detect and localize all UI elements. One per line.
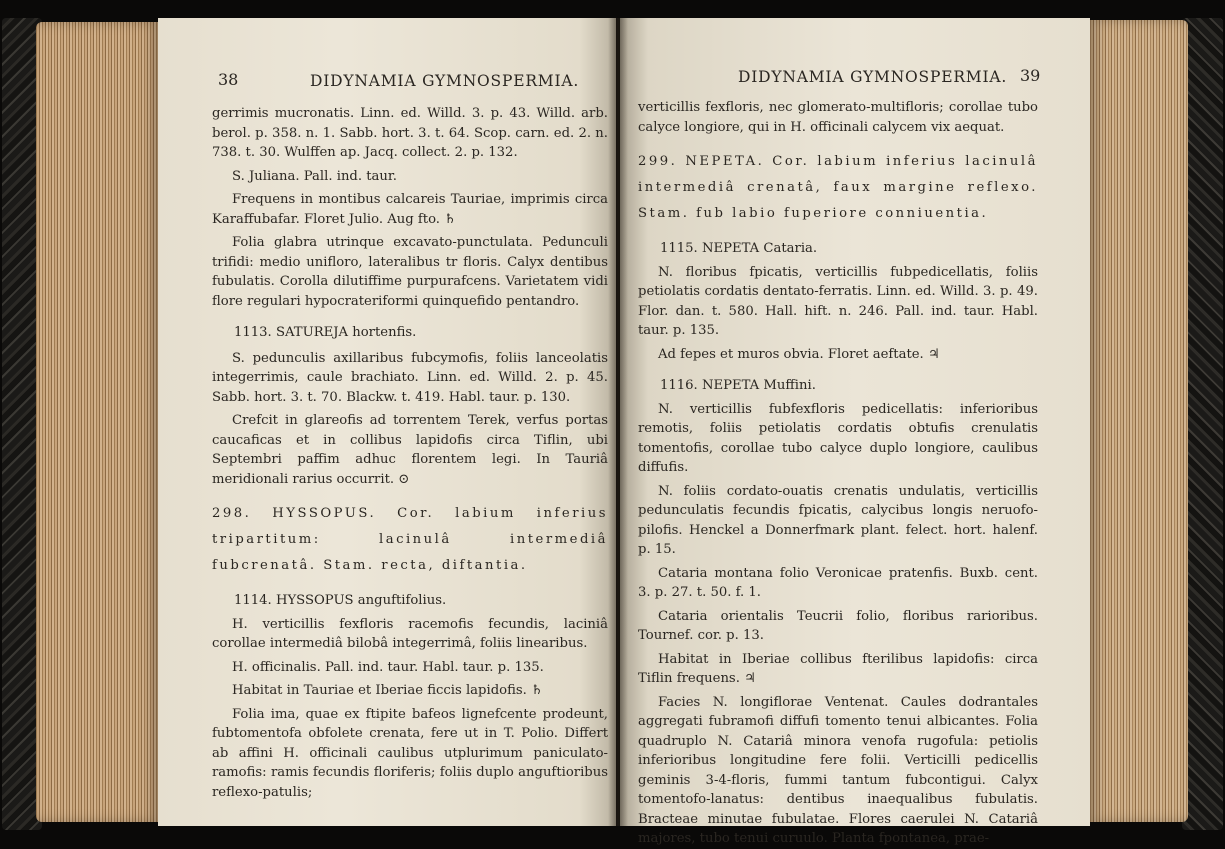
paragraph: H. officinalis. Pall. ind. taur. Habl. taur. p. 135.	[232, 659, 544, 675]
species-heading: 1115. NEPETA Cataria.	[660, 241, 818, 256]
paragraph: gerrimis mucronatis. Linn. ed. Willd. 3. p. 43. Willd. arb. berol. p. 358. n. 1. Sabb. hort. 3. t. 64. Scop. carn. ed. 2. n. 738. t. 30. Wulffen ap. Jacq. collect. 2. p. 132.	[212, 106, 608, 160]
right-marbled-cover	[1182, 18, 1223, 830]
right-page-block-edge	[1088, 20, 1188, 822]
left-page-number: 38	[218, 70, 239, 89]
paragraph: N. foliis cordato-ouatis crenatis undulatis, verticillis pedunculatis fecundis fpicatis, calycibus longis neruofo-pilofis. Henckel a Donnerfmark plant. felect. hort. halenf. p. 15.	[638, 483, 1038, 557]
right-running-head: DIDYNAMIA GYMNOSPERMIA.	[738, 68, 1008, 86]
paragraph: S. Juliana. Pall. ind. taur.	[232, 168, 397, 184]
species-heading: 1114. HYSSOPUS anguftifolius.	[234, 593, 447, 608]
left-page	[158, 18, 616, 826]
paragraph: Cataria montana folio Veronicae pratenfis. Buxb. cent. 3. p. 27. t. 50. f. 1.	[638, 565, 1038, 600]
book-gutter	[608, 18, 628, 826]
paragraph: Habitat in Tauriae et Iberiae ficcis lapidofis. ♄	[232, 683, 543, 698]
paragraph: Folia glabra utrinque excavato-punctulata. Pedunculi trifidi: medio unifloro, lateralibus tr floris. Calyx dentibus fubulatis. Corolla dilutiffime purpurafcens. Varietatem vidi flore regulari hypocrateriformi quinquefido pentandro.	[212, 235, 608, 309]
left-running-head: DIDYNAMIA GYMNOSPERMIA.	[310, 72, 580, 90]
right-page-text	[638, 98, 1038, 849]
paragraph: N. floribus fpicatis, verticillis fubpedicellatis, foliis petiolatis cordatis dentato-ferratis. Linn. ed. Willd. 3. p. 49. Flor. dan. t. 580. Hall. hift. n. 246. Pall. ind. taur. Habl. taur. p. 135.	[638, 264, 1038, 338]
paragraph: Folia ima, quae ex ftipite bafeos lignefcente prodeunt, fubtomentofa obfolete crenata, fere ut in T. Polio. Differt ab affini H. officinali caulibus utplurimum paniculato-ramofis: ramis fecundis floriferis; foliis duplo anguftioribus reflexo-patulis;	[212, 706, 608, 800]
left-page-block-edge	[36, 22, 160, 822]
species-heading: 1116. NEPETA Muffini.	[660, 378, 816, 393]
genus-heading: 298. HYSSOPUS. Cor. labium inferius tripartitum: lacinulâ intermediâ fubcrenatâ. Stam. recta, diftantia.	[212, 506, 608, 573]
species-heading: 1113. SATUREJA hortenfis.	[234, 325, 417, 340]
paragraph: Ad fepes et muros obvia. Floret aeftate. ♃	[658, 346, 940, 362]
right-page-number: 39	[1020, 66, 1041, 85]
paragraph: verticillis fexfloris, nec glomerato-multifloris; corollae tubo calyce longiore, qui in H. officinali calycem vix aequat.	[638, 100, 1038, 135]
paragraph: Crefcit in glareofis ad torrentem Terek, verfus portas caucaficas et in collibus lapidofis circa Tiflin, ubi Septembri paffim adhuc florentem legi. In Tauriâ meridionali rarius occurrit. ⊙	[212, 413, 608, 487]
left-page-text	[212, 104, 608, 802]
genus-heading: 299. NEPETA. Cor. labium inferius lacinulâ intermediâ crenatâ, faux margine reflexo. Stam. fub labio fuperiore conniuentia.	[638, 154, 1038, 221]
paragraph: Cataria orientalis Teucrii folio, floribus rarioribus. Tournef. cor. p. 13.	[638, 608, 1038, 643]
paragraph: Facies N. longiflorae Ventenat. Caules dodrantales aggregati fubramofi diffufi tomento tenui albicantes. Folia quadruplo N. Catariâ minora venofa rugofula: petiolis inferioribus longitudine fere folii. Verticilli pedicellis geminis 3-4-floris, fummi tantum fubcontigui. Calyx tomentofo-lanatus: dentibus inaequalibus fubulatis. Bracteae minutae fubulatae. Flores caerulei N. Catariâ majores, tubo tenui curuulo. Planta fpontanea, prae-	[638, 694, 1038, 846]
paragraph: S. pedunculis axillaribus fubcymofis, foliis lanceolatis integerrimis, caule brachiato. Linn. ed. Willd. 2. p. 45. Sabb. hort. 3. t. 70. Blackw. t. 419. Habl. taur. p. 130.	[212, 350, 608, 405]
paragraph: H. verticillis fexfloris racemofis fecundis, laciniâ corollae intermediâ bilobâ integerrimâ, foliis linearibus.	[212, 616, 608, 651]
paragraph: N. verticillis fubfexfloris pedicellatis: inferioribus remotis, foliis petiolatis cordatis obtufis crenulatis tomentofis, corollae tubo calyce duplo longiore, caulibus diffufis.	[638, 401, 1038, 475]
paragraph: Frequens in montibus calcareis Tauriae, imprimis circa Karaffubafar. Floret Julio. Aug fto. ♄	[212, 192, 608, 227]
paragraph: Habitat in Iberiae collibus fterilibus lapidofis: circa Tiflin frequens. ♃	[638, 651, 1038, 686]
right-page	[620, 18, 1090, 846]
